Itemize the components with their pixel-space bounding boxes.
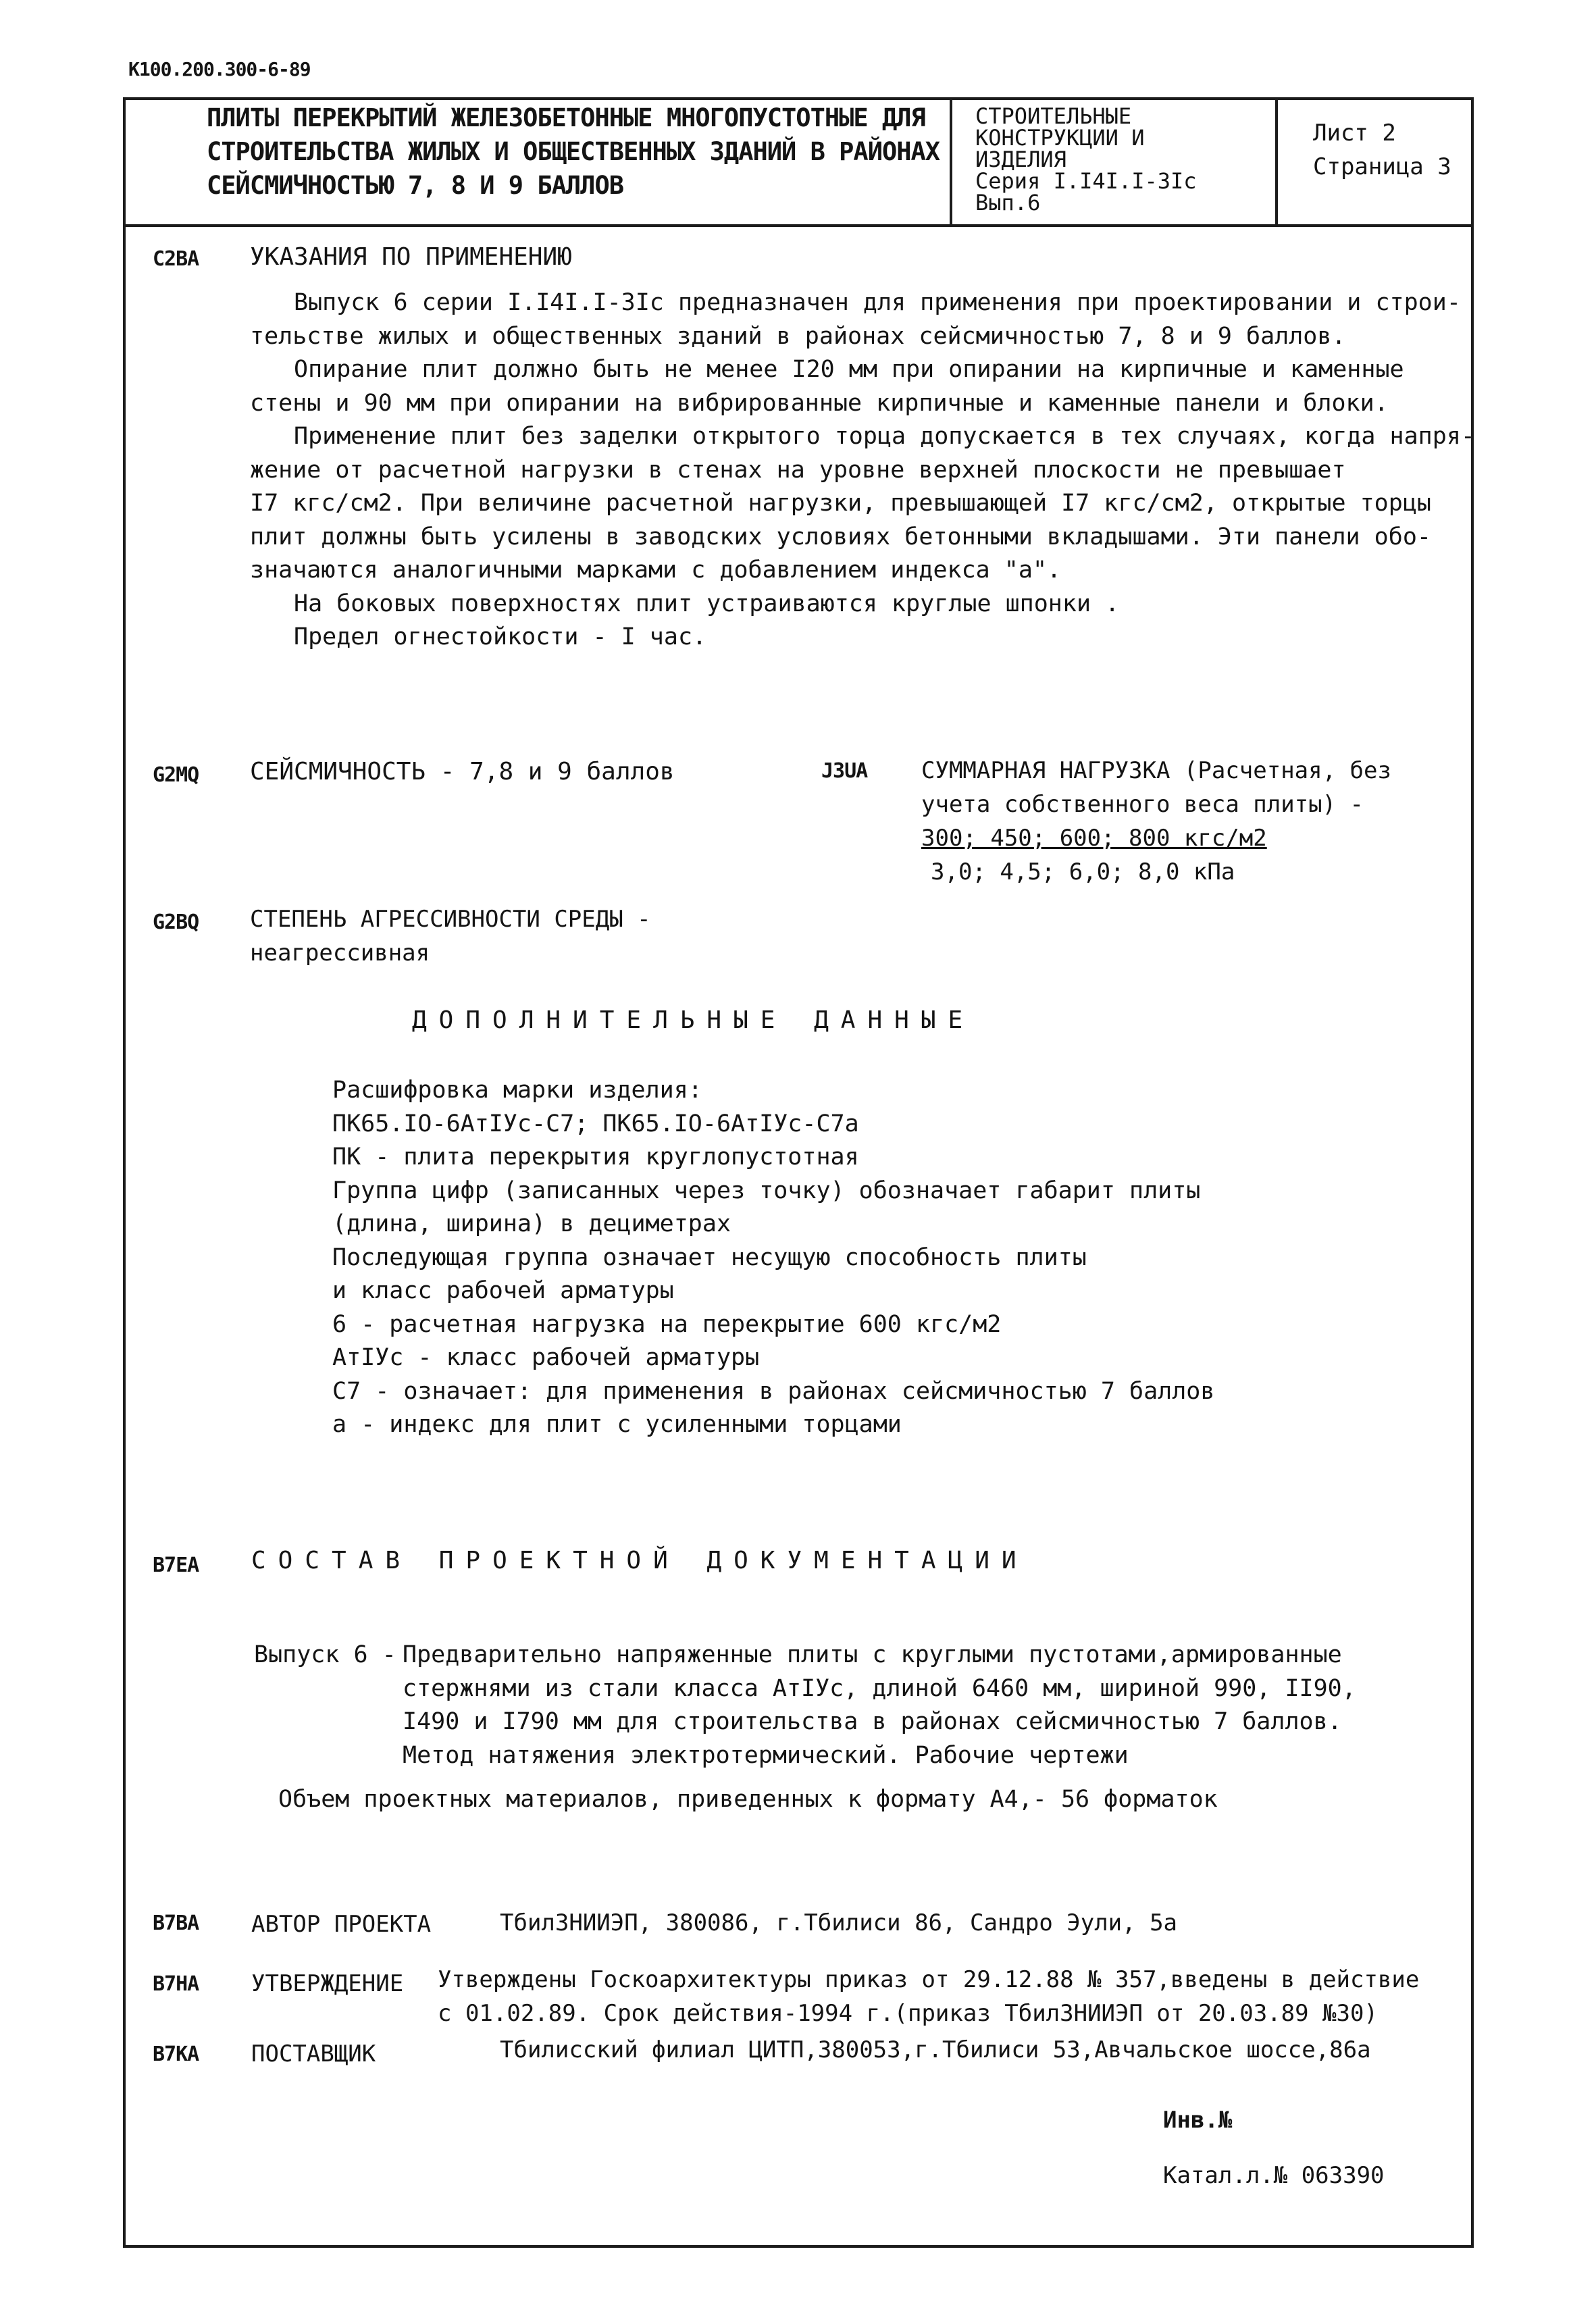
usage-line: стены и 90 мм при опирании на вибрированные кирпичные и каменные панели и блоки. [250,389,1389,417]
header-title-line: ПЛИТЫ ПЕРЕКРЫТИЙ ЖЕЛЕЗОБЕТОННЫЕ МНОГОПУСТОТНЫЕ ДЛЯ [207,103,925,132]
usage-line: плит должны быть усилены в заводских условиях бетонными вкладышами. Эти панели обо- [250,523,1431,550]
composition-line: стержнями из стали класса АтIУс, длиной 6460 мм, шириной 990, II90, [403,1674,1356,1702]
load-text [921,754,1391,889]
additional-text [332,1074,1214,1442]
approval-label: УТВЕРЖДЕНИЕ [251,1970,404,1997]
series-line: Серия I.I4I.I-3Iс [975,168,1197,194]
aggression-text [250,902,651,970]
header-title-line: СЕЙСМИЧНОСТЬЮ 7, 8 И 9 БАЛЛОВ [207,171,624,200]
section-code: B7EA [153,1553,199,1577]
section-code: G2BQ [153,910,199,934]
page-number: Страница 3 [1313,153,1451,180]
additional-line: (длина, ширина) в дециметрах [332,1210,731,1237]
usage-line: I7 кгс/см2. При величине расчетной нагрузки, превышающей I7 кгс/см2, открытые торцы [250,490,1431,517]
section-code: G2MQ [153,763,199,787]
author-label: АВТОР ПРОЕКТА [251,1911,432,1938]
section-code: B7HA [153,1972,199,1996]
supplier-value: Тбилисский филиал ЦИТП,380053,г.Тбилиси 53,Авчальское шоссе,86а [500,2036,1371,2063]
header-column-divider [1275,97,1278,226]
composition-line: I490 и I790 мм для строительства в районах сейсмичностью 7 баллов. [403,1708,1342,1735]
usage-line: На боковых поверхностях плит устраиваются круглые шпонки . [294,590,1120,617]
section-code: C2BA [153,247,199,271]
usage-line: тельстве жилых и общественных зданий в районах сейсмичностью 7, 8 и 9 баллов. [250,322,1346,350]
additional-title: ДОПОЛНИТЕЛЬНЫЕ ДАННЫЕ [412,1006,975,1034]
composition-line: Предварительно напряженные плиты с круглыми пустотами,армированные [403,1641,1342,1668]
series-line: СТРОИТЕЛЬНЫЕ [975,103,1132,129]
additional-line: ПК - плита перекрытия круглопустотная [332,1143,859,1171]
document-code: К100.200.300-6-89 [128,58,311,80]
section-code: B7KA [153,2042,199,2066]
composition-line: Метод натяжения электротермический. Рабочие чертежи [403,1741,1129,1769]
load-line: учета собственного веса плиты) - [921,791,1364,818]
approval-line: с 01.02.89. Срок действия-1994 г.(приказ ТбилЗНИИЭП от 20.03.89 №30) [438,2000,1378,2027]
aggression-line: неагрессивная [250,940,430,967]
seismic-text: СЕЙСМИЧНОСТЬ - 7,8 и 9 баллов [250,758,675,786]
composition-issue-text [403,1639,1356,1772]
load-values-kpa: 3,0; 4,5; 6,0; 8,0 кПа [931,858,1235,885]
sheet-number: Лист 2 [1313,120,1396,147]
catalog-number: Катал.л.№ 063390 [1163,2162,1385,2189]
usage-line: Предел огнестойкости - I час. [294,623,707,650]
additional-line: а - индекс для плит с усиленными торцами [332,1411,902,1438]
approval-text [438,1963,1419,2030]
additional-line: Расшифровка марки изделия: [332,1077,702,1104]
header-title [207,101,939,203]
load-line: СУММАРНАЯ НАГРУЗКА (Расчетная, без [921,757,1391,784]
usage-title: УКАЗАНИЯ ПО ПРИМЕНЕНИЮ [250,243,572,271]
author-value: ТбилЗНИИЭП, 380086, г.Тбилиси 86, Сандро Эули, 5а [500,1909,1178,1936]
composition-volume: Объем проектных материалов, приведенных к формату А4,- 56 форматок [278,1786,1218,1813]
additional-line: С7 - означает: для применения в районах сейсмичностью 7 баллов [332,1377,1215,1405]
additional-line: Последующая группа означает несущую способность плиты [332,1243,1087,1271]
additional-line: 6 - расчетная нагрузка на перекрытие 600 кгс/м2 [332,1310,1002,1338]
supplier-label: ПОСТАВЩИК [251,2040,376,2067]
load-values-kgs: 300; 450; 600; 800 кгс/м2 [921,825,1267,852]
additional-line: АтIУс - класс рабочей арматуры [332,1344,760,1371]
header-title-line: СТРОИТЕЛЬСТВА ЖИЛЫХ И ОБЩЕСТВЕННЫХ ЗДАНИЙ В РАЙОНАХ [207,137,940,166]
composition-issue-label: Выпуск 6 - [254,1641,396,1668]
series-line: Вып.6 [975,190,1041,215]
series-line: ИЗДЕЛИЯ [975,147,1066,172]
header-column-divider [950,97,952,226]
additional-line: и класс рабочей арматуры [332,1277,674,1304]
composition-title: СОСТАВ ПРОЕКТНОЙ ДОКУМЕНТАЦИИ [251,1547,1029,1574]
approval-line: Утверждены Госкоархитектуры приказ от 29.12.88 № 357,введены в действие [438,1966,1420,1993]
additional-line: ПК65.IO-6АтIУс-С7; ПК65.IO-6АтIУс-С7а [332,1110,859,1137]
usage-line: Выпуск 6 серии I.I4I.I-3Iс предназначен для применения при проектировании и строи- [294,289,1461,316]
header-sheet-info [1313,116,1451,184]
inventory-number: Инв.№ [1163,2107,1233,2134]
additional-line: Группа цифр (записанных через точку) обозначает габарит плиты [332,1177,1201,1204]
usage-line: Применение плит без заделки открытого торца допускается в тех случаях, когда напря- [294,423,1475,450]
header-divider [123,224,1474,227]
usage-line: жение от расчетной нагрузки в стенах на уровне верхней плоскости не превышает [250,456,1346,484]
section-code: J3UA [821,759,868,783]
section-code: B7BA [153,1911,199,1935]
aggression-line: СТЕПЕНЬ АГРЕССИВНОСТИ СРЕДЫ - [250,906,651,933]
header-series [975,105,1197,213]
usage-text [250,286,1475,654]
usage-line: значаются аналогичными марками с добавлением индекса "а". [250,557,1062,584]
series-line: КОНСТРУКЦИИ И [975,125,1145,151]
usage-line: Опирание плит должно быть не менее I20 мм при опирании на кирпичные и каменные [294,356,1404,383]
